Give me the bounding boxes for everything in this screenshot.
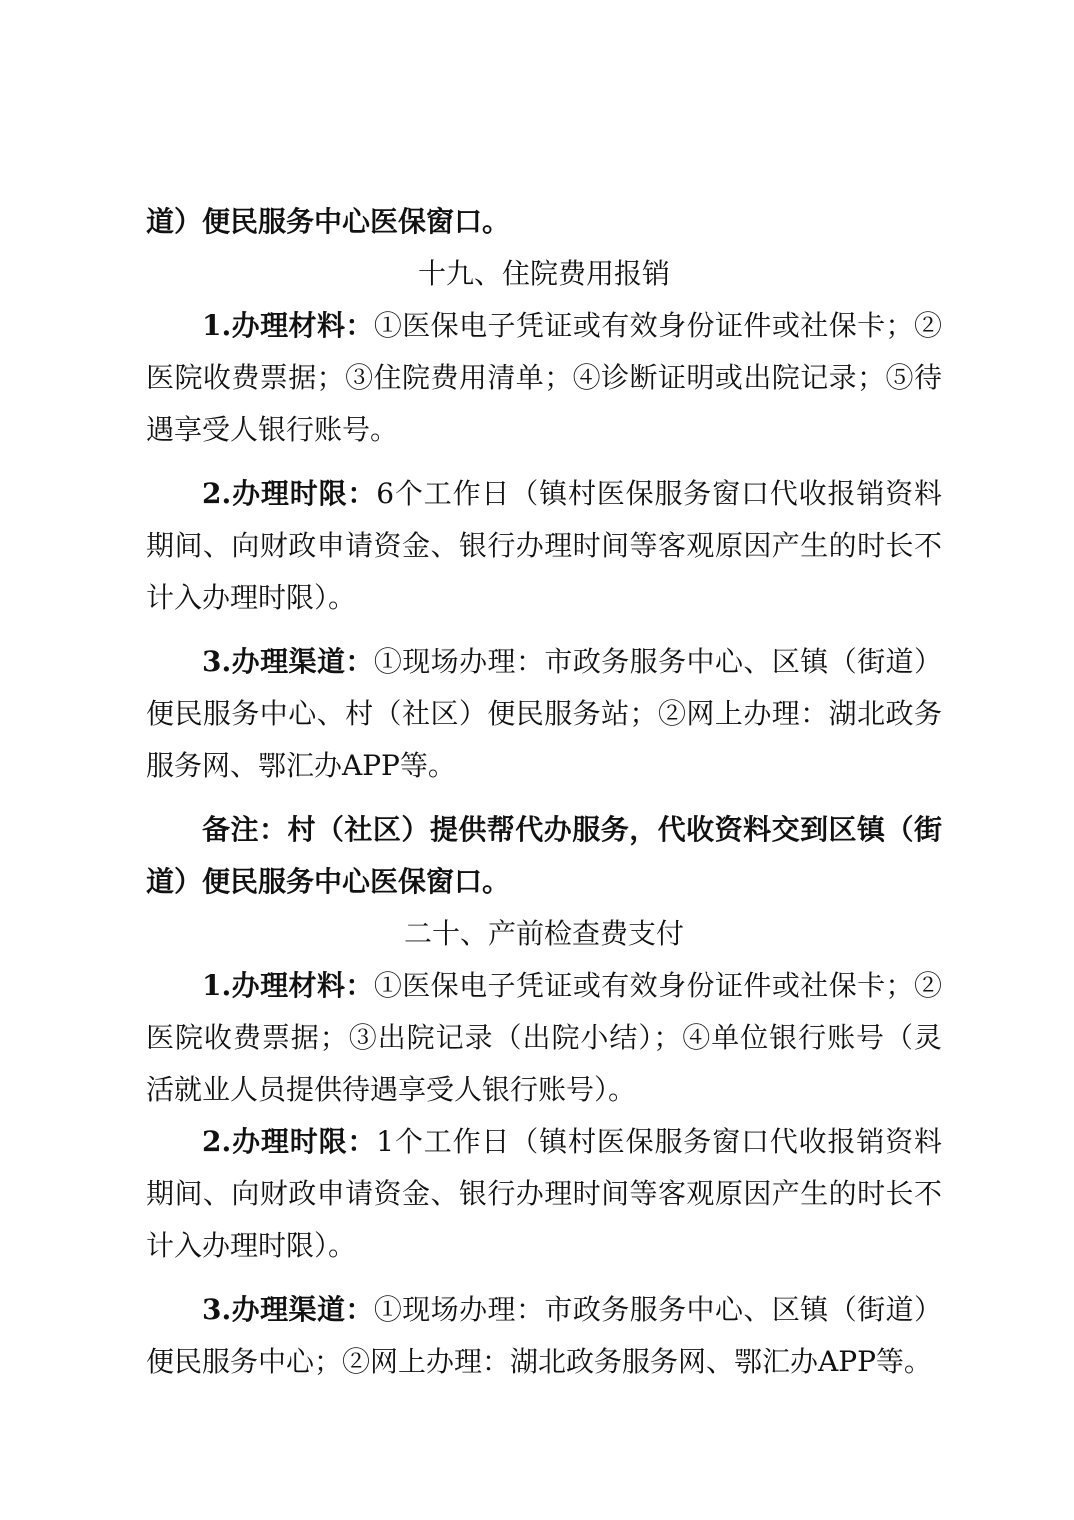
s20-timelimit-label: 2.办理时限： — [202, 1125, 377, 1158]
s20-channel-label: 3.办理渠道： — [202, 1293, 374, 1326]
note-line-1: 备注：村（社区）提供帮代办服务，代收资料交到区镇（街 — [202, 813, 942, 846]
s20-channel-text-1: ①现场办理：市政务服务中心、区镇（街道） — [373, 1293, 942, 1326]
s19-timelimit-line-2: 期间、向财政申请资金、银行办理时间等客观原因产生的时长不 — [146, 529, 942, 562]
s20-timelimit-text-1: 1个工作日（镇村医保服务窗口代收报销资料 — [376, 1125, 942, 1158]
s20-timelimit-line-3: 计入办理时限）。 — [146, 1229, 357, 1262]
s20-materials-label: 1.办理材料： — [202, 969, 374, 1002]
s20-materials-text-1: ①医保电子凭证或有效身份证件或社保卡；② — [373, 969, 942, 1002]
s20-channel-line-2: 便民服务中心；②网上办理：湖北政务服务网、鄂汇办APP等。 — [146, 1345, 932, 1378]
s19-materials-line-2: 医院收费票据；③住院费用清单；④诊断证明或出院记录；⑤待 — [146, 361, 942, 394]
s19-channel-text-1: ①现场办理：市政务服务中心、区镇（街道） — [373, 645, 942, 678]
s19-timelimit-text-1: 6个工作日（镇村医保服务窗口代收报销资料 — [376, 477, 942, 510]
s19-materials-label: 1.办理材料： — [202, 309, 374, 342]
s19-channel-line-2: 便民服务中心、村（社区）便民服务站；②网上办理：湖北政务 — [146, 697, 942, 730]
continued-note-line: 道）便民服务中心医保窗口。 — [146, 205, 511, 238]
s20-materials-line-2: 医院收费票据；③出院记录（出院小结）；④单位银行账号（灵 — [146, 1021, 942, 1054]
s19-channel-line-3: 服务网、鄂汇办APP等。 — [146, 749, 456, 782]
s20-materials-line-1 — [146, 960, 942, 1012]
s19-materials-line-3: 遇享受人银行账号。 — [146, 413, 399, 446]
s19-timelimit-label: 2.办理时限： — [202, 477, 377, 510]
s19-materials-line-1 — [146, 300, 942, 352]
s19-timelimit-line-1 — [146, 468, 942, 520]
s19-timelimit-line-3: 计入办理时限）。 — [146, 581, 357, 614]
s19-channel-line-1 — [146, 636, 942, 688]
s19-materials-text-1: ①医保电子凭证或有效身份证件或社保卡；② — [373, 309, 942, 342]
note-line-2: 道）便民服务中心医保窗口。 — [146, 865, 511, 898]
section-20-heading: 二十、产前检查费支付 — [403, 917, 684, 950]
s20-timelimit-line-2: 期间、向财政申请资金、银行办理时间等客观原因产生的时长不 — [146, 1177, 942, 1210]
section-19-heading: 十九、住院费用报销 — [417, 257, 670, 290]
s20-materials-line-3: 活就业人员提供待遇享受人银行账号）。 — [146, 1073, 637, 1106]
s19-channel-label: 3.办理渠道： — [202, 645, 374, 678]
document-page — [146, 196, 942, 1388]
s20-channel-line-1 — [146, 1284, 942, 1336]
s20-timelimit-line-1 — [146, 1116, 942, 1168]
